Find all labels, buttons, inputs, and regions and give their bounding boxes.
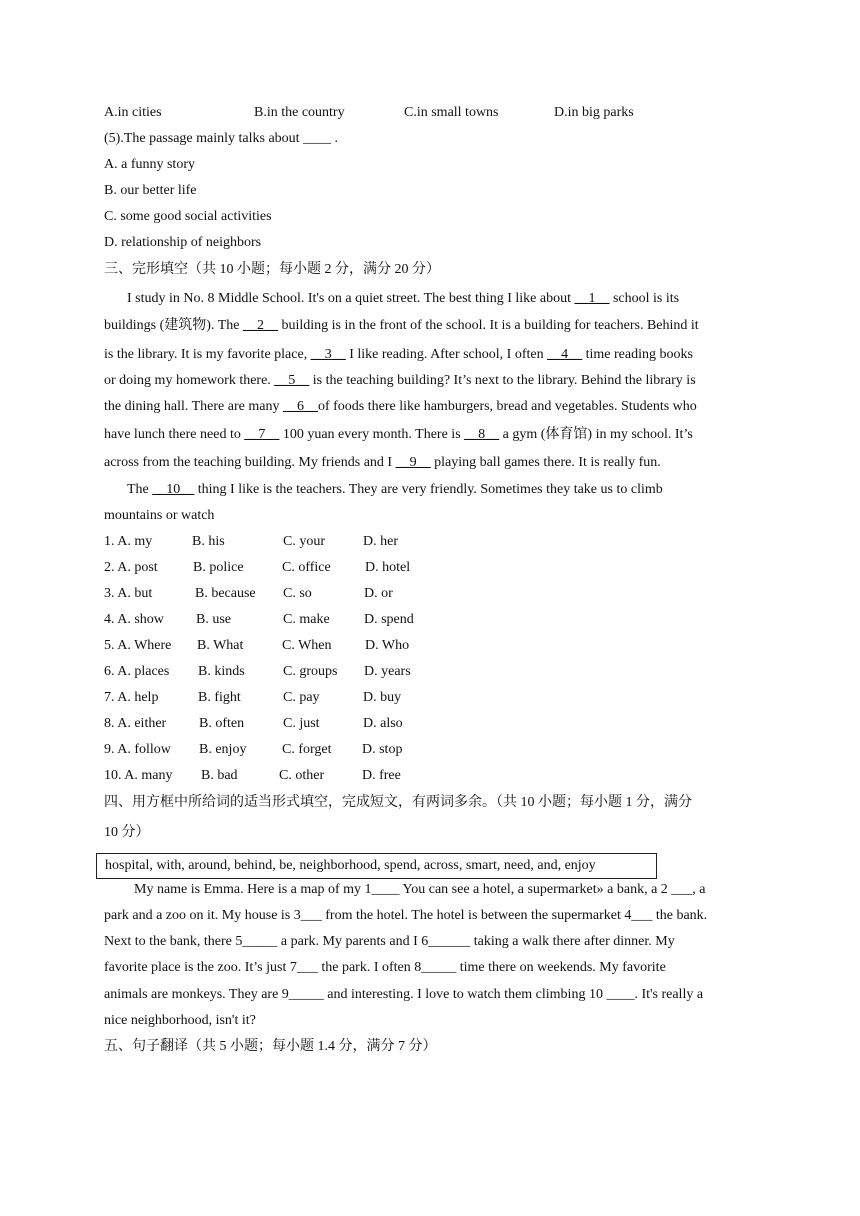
question-10-d: D. free (362, 768, 401, 783)
fill-passage-line: favorite place is the zoo. It’s just 7___ the park. I often 8_____ time there on weekends. My favorite (104, 960, 666, 975)
q4-option-d: D.in big parks (554, 105, 634, 120)
q4-option-a: A.in cities (104, 105, 162, 120)
section3-heading: 三、完形填空（共 10 小题；每小题 2 分，满分 20 分） (104, 262, 440, 277)
question-5-d: D. Who (365, 638, 410, 653)
question-1-c: C. your (283, 534, 325, 549)
q5-option-a: A. a funny story (104, 157, 195, 172)
question-6-a: 6. A. places (104, 664, 170, 679)
question-3-c: C. so (283, 586, 312, 601)
question-10-c: C. other (279, 768, 325, 783)
question-4-d: D. spend (364, 612, 414, 627)
question-1-d: D. her (363, 534, 398, 549)
q5-option-d: D. relationship of neighbors (104, 235, 262, 250)
blank-2: __2__ (242, 318, 278, 333)
question-4-b: B. use (196, 612, 231, 627)
word-box-text: hospital, with, around, behind, be, neighborhood, spend, across, smart, need, and, enjoy (105, 858, 596, 873)
question-5-c: C. When (282, 638, 332, 653)
question-8-c: C. just (283, 716, 320, 731)
question-1-a: 1. A. my (104, 534, 153, 549)
question-9-b: B. enjoy (199, 742, 247, 757)
question-4-c: C. make (283, 612, 330, 627)
blank-4: __4__ (547, 347, 583, 362)
blank-9: __9__ (395, 455, 431, 470)
cloze-line: mountains or watch (104, 508, 215, 523)
question-7-c: C. pay (283, 690, 320, 705)
fill-passage-line: Next to the bank, there 5_____ a park. My parents and I 6______ taking a walk there after dinner. My (104, 934, 675, 949)
question-3-b: B. because (195, 586, 256, 601)
question-8-d: D. also (363, 716, 403, 731)
question-3-d: D. or (364, 586, 393, 601)
question-2-a: 2. A. post (104, 560, 158, 575)
q4-option-b: B.in the country (254, 105, 345, 120)
cloze-line: across from the teaching building. My friends and I __9__ playing ball games there. It is really fun. (104, 455, 661, 470)
question-2-d: D. hotel (365, 560, 411, 575)
fill-passage-line: animals are monkeys. They are 9_____ and interesting. I love to watch them climbing 10 ____. It's really a (104, 987, 704, 1002)
question-7-b: B. fight (198, 690, 241, 705)
cloze-line: have lunch there need to __7__ 100 yuan every month. There is __8__ a gym (体育馆) in my school. It’s (104, 427, 693, 442)
blank-3: __3__ (310, 347, 346, 362)
question-9-c: C. forget (282, 742, 332, 757)
question-3-a: 3. A. but (104, 586, 153, 601)
section5-heading: 五、句子翻译（共 5 小题；每小题 1.4 分，满分 7 分） (104, 1039, 437, 1054)
q5-stem: (5).The passage mainly talks about ____ . (104, 131, 339, 146)
section4-heading: 四、用方框中所给词的适当形式填空，完成短文，有两词多余。（共 10 小题；每小题 1 分，满分 (104, 795, 692, 810)
question-8-b: B. often (199, 716, 245, 731)
cloze-line: the dining hall. There are many __6__of foods there like hamburgers, bread and vegetables. Students who (104, 399, 697, 414)
question-10-b: B. bad (201, 768, 238, 783)
question-5-b: B. What (197, 638, 244, 653)
blank-6: __6__ (282, 399, 318, 414)
question-9-d: D. stop (362, 742, 403, 757)
question-9-a: 9. A. follow (104, 742, 171, 757)
cloze-line: I study in No. 8 Middle School. It's on a quiet street. The best thing I like about __1__ school is its (127, 291, 680, 306)
word-box (96, 853, 657, 879)
blank-7: __7__ (244, 427, 280, 442)
section4-heading-cont: 10 分） (104, 825, 150, 840)
blank-5: __5__ (274, 373, 310, 388)
cloze-line: or doing my homework there. __5__ is the teaching building? It’s next to the library. Behind the library is (104, 373, 696, 388)
blank-8: __8__ (464, 427, 500, 442)
fill-passage-line: park and a zoo on it. My house is 3___ from the hotel. The hotel is between the supermarket 4___ the bank. (104, 908, 708, 923)
question-4-a: 4. A. show (104, 612, 164, 627)
cloze-line: The __10__ thing I like is the teachers. They are very friendly. Sometimes they take us to climb (127, 482, 663, 497)
question-2-b: B. police (193, 560, 244, 575)
fill-passage-line: nice neighborhood, isn't it? (104, 1013, 256, 1028)
question-6-d: D. years (364, 664, 411, 679)
question-6-c: C. groups (283, 664, 338, 679)
question-7-a: 7. A. help (104, 690, 159, 705)
question-10-a: 10. A. many (104, 768, 173, 783)
question-8-a: 8. A. either (104, 716, 167, 731)
question-2-c: C. office (282, 560, 331, 575)
fill-passage-line: My name is Emma. Here is a map of my 1____ You can see a hotel, a supermarket» a bank, a 2 ___, a (134, 882, 706, 897)
q4-option-c: C.in small towns (404, 105, 499, 120)
question-5-a: 5. A. Where (104, 638, 172, 653)
cloze-line: is the library. It is my favorite place, __3__ I like reading. After school, I often __4__ time reading books (104, 347, 693, 362)
question-7-d: D. buy (363, 690, 402, 705)
q5-option-b: B. our better life (104, 183, 197, 198)
blank-10: __10__ (152, 482, 195, 497)
question-6-b: B. kinds (198, 664, 245, 679)
q5-option-c: C. some good social activities (104, 209, 272, 224)
blank-1: __1__ (574, 291, 610, 306)
question-1-b: B. his (192, 534, 225, 549)
cloze-line: buildings (建筑物). The __2__ building is in the front of the school. It is a building for teachers. Behind it (104, 318, 699, 333)
